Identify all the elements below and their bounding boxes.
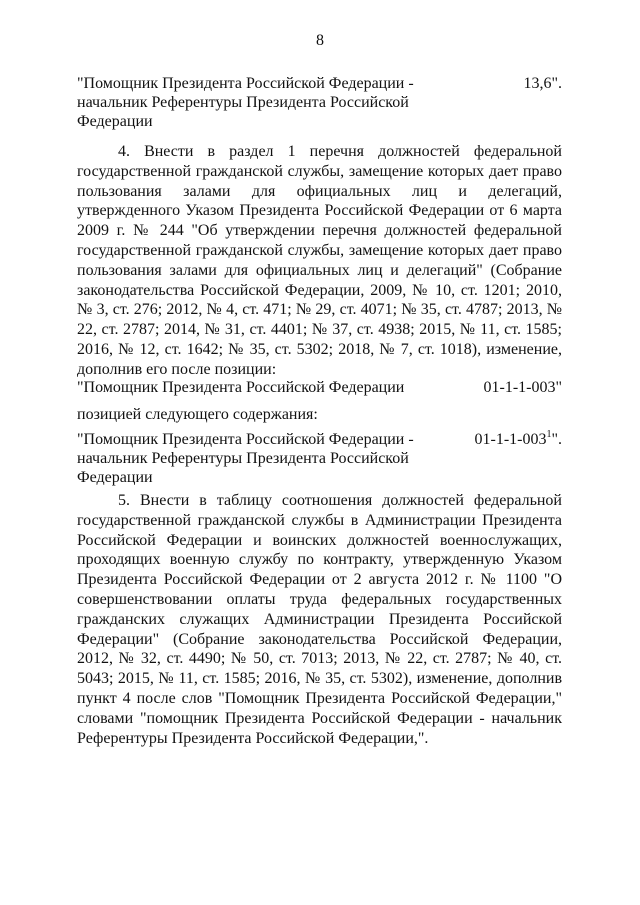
position-code-superscript: 1 xyxy=(546,428,552,440)
paragraph-5: 5. Внести в таблицу соотношения должностей федеральной государственной гражданской службы в Администрации Президента Российской Федерации и воинских должностей военнослужащих, проходящих военную службу по контракту, утвержденную Указом Президента Российской Федерации от 2 августа 2012 г. № 1100 "О совершенствовании оплаты труда федеральных государственных гражданских служащих Администрации Президента Российской Федерации" (Собрание законодательства Российской Федерации, 2012, № 32, ст. 4490; № 50, ст. 7013; 2013, № 22, ст. 2787; № 40, ст. 5043; 2015, № 11, ст. 1585; 2016, № 35, ст. 5302), изменение, дополнив пункт 4 после слов "Помощник Президента Российской Федерации," словами "помощник Президента Российской Федерации - начальник Референтуры Президента Российской Федерации,". xyxy=(77,492,562,747)
position-code-main: 01-1-1-003 xyxy=(474,431,547,448)
position-intro-text: позицией следующего содержания: xyxy=(77,406,318,423)
position-code xyxy=(474,430,562,449)
position-value: 13,6". xyxy=(523,75,562,92)
position-title: "Помощник Президента Российской Федерации - начальник Референтуры Президента Российской Федерации xyxy=(77,75,414,130)
page-number: 8 xyxy=(316,32,324,49)
position-entry-new-1 xyxy=(77,74,562,131)
paragraph-4: 4. Внести в раздел 1 перечня должностей федеральной государственной гражданской службы, замещение которых дает право пользования залами для официальных лиц и делегаций, утвержденного Указом Президента Российской Федерации от 6 марта 2009 г. № 244 "Об утверждении перечня должностей федеральной государственной гражданской службы, замещение которых дает право пользования залами для официальных лиц и делегаций" (Собрание законодательства Российской Федерации, 2009, № 10, ст. 1201; 2010, № 3, ст. 276; 2012, № 4, ст. 471; № 29, ст. 4071; № 35, ст. 4787; 2013, № 22, ст. 2787; 2014, № 31, ст. 4401; № 37, ст. 4938; 2015, № 11, ст. 1585; 2016, № 12, ст. 1642; № 35, ст. 5302; 2018, № 7, ст. 1018), изменение, дополнив его после позиции: xyxy=(77,143,562,378)
position-entry-new-2 xyxy=(77,430,562,487)
position-title: "Помощник Президента Российской Федерации xyxy=(77,379,405,396)
position-code-end: ". xyxy=(551,431,562,448)
position-title: "Помощник Президента Российской Федерации - начальник Референтуры Президента Российской Федерации xyxy=(77,431,414,486)
position-code: 01-1-1-003" xyxy=(483,379,562,396)
position-entry-existing xyxy=(77,378,562,397)
